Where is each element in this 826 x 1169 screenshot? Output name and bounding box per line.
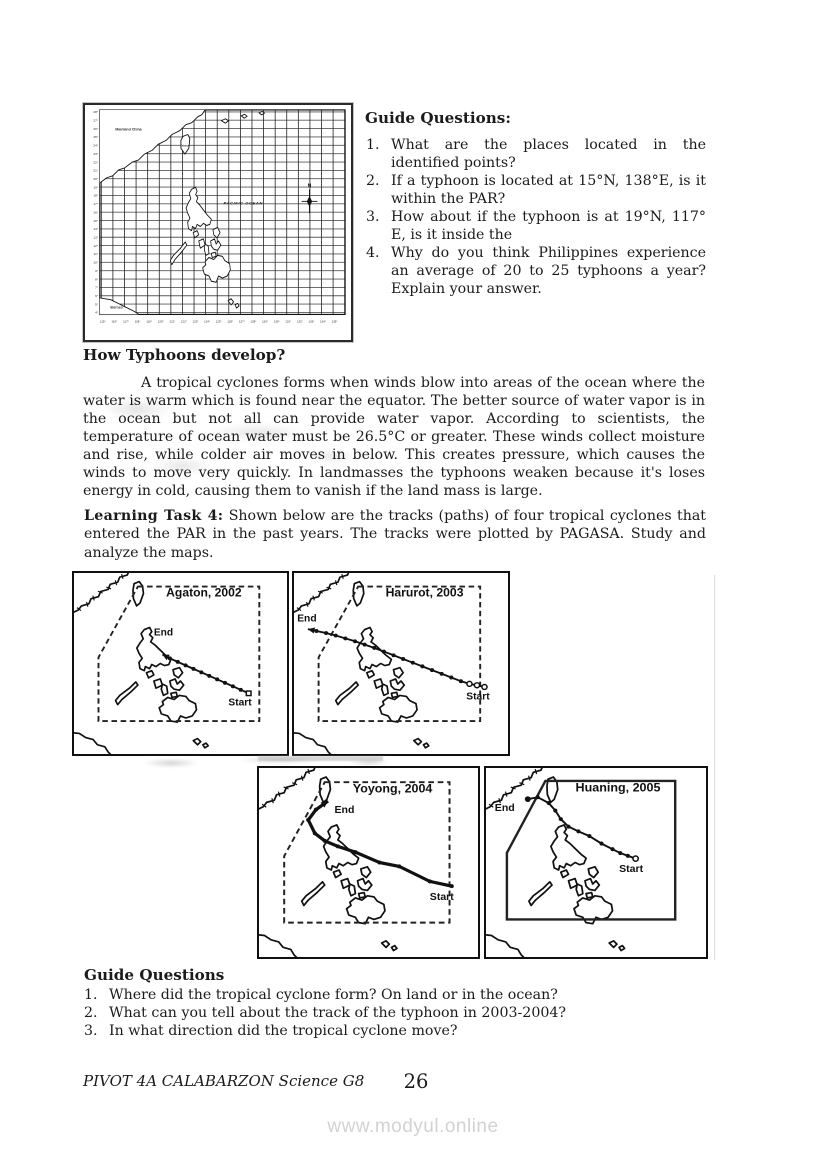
learning-task-text: Shown below are the tracks (paths) of four tropical cyclones that entered the PAR in the past years. The tracks were plotted by PAGASA. Study and analyze the maps.: [84, 508, 706, 561]
lat-tick-label: 16°: [93, 210, 99, 215]
map-title: Yoyong, 2004: [352, 781, 433, 796]
track-map-huaning: [486, 768, 706, 957]
lat-tick-label: 10°: [93, 260, 99, 265]
track-point: [440, 672, 444, 676]
lon-tick-label: 127°: [238, 319, 245, 324]
track-point: [199, 670, 203, 674]
question-item: [366, 244, 706, 298]
lat-tick-label: 13°: [93, 235, 99, 240]
track-point: [401, 657, 405, 661]
lat-tick-label: 27°: [93, 118, 99, 123]
track-point: [559, 817, 563, 821]
track-map-yoyong: [259, 768, 478, 957]
lat-tick-label: 25°: [93, 135, 99, 140]
lat-tick-label: 23°: [93, 151, 99, 156]
lon-tick-label: 119°: [146, 319, 153, 324]
lon-tick-label: 135°: [331, 319, 338, 324]
lon-tick-label: 115°: [99, 319, 106, 324]
question-text: Where did the tropical cyclone form? On land or in the ocean?: [109, 987, 558, 1003]
track-point: [353, 639, 357, 643]
guide-questions-bottom-list: [84, 986, 664, 1040]
section-heading: How Typhoons develop?: [83, 346, 286, 364]
lon-tick-label: 124°: [204, 319, 211, 324]
lat-tick-label: 5°: [95, 302, 99, 307]
track-point: [323, 839, 327, 843]
track-point: [547, 801, 551, 805]
track-point: [353, 850, 357, 854]
track-point: [610, 847, 614, 851]
body-paragraph: A tropical cyclones forms when winds blow into areas of the ocean where the water is warm which is found near the equator. The better source of water vapor is in the ocean but not all can provide water vapor. According to scientists, the temperature of ocean water must be 26.5°C or greater. These winds collect moisture and rise, while colder air moves in below. This creates pressure, which causes the winds to move very quickly. In landmasses the typhoons weaken because it's loses energy in cold, causing them to vanish if the land mass is large.: [83, 375, 705, 499]
track-end-marker: [525, 796, 531, 802]
lat-tick-label: 8°: [95, 277, 99, 282]
question-number: 3.: [84, 1023, 98, 1039]
lat-tick-label: 17°: [93, 202, 99, 207]
lon-tick-label: 116°: [111, 319, 118, 324]
lon-tick-label: 118°: [134, 319, 141, 324]
track-point: [336, 844, 340, 848]
track-point: [306, 818, 310, 822]
track-point: [372, 646, 376, 650]
track-point: [207, 674, 211, 678]
lat-tick-label: 22°: [93, 160, 99, 165]
pacific-ocean-label: PACIFIC OCEAN: [223, 200, 263, 206]
track-point: [626, 854, 630, 858]
lat-tick-label: 6°: [95, 294, 99, 299]
lat-tick-label: 12°: [93, 243, 99, 248]
track-point: [450, 884, 454, 888]
track-point: [536, 795, 540, 799]
track-point: [599, 842, 603, 846]
track-point: [430, 668, 434, 672]
mainland-china-label: Mainland China: [115, 127, 142, 132]
lon-tick-label: 134°: [320, 319, 326, 324]
borneo-label: Borneo: [110, 305, 123, 310]
question-item: [366, 136, 706, 172]
par-grid-map-figure: [83, 103, 353, 342]
track-start-marker: [246, 691, 251, 696]
lon-tick-label: 129°: [262, 319, 269, 324]
lon-tick-label: 128°: [250, 319, 257, 324]
track-map-yoyong-figure: [257, 766, 480, 959]
start-label: Start: [619, 864, 644, 876]
learning-task-paragraph: [84, 507, 706, 562]
question-item: [84, 1022, 664, 1040]
guide-questions-bottom-title: Guide Questions: [84, 966, 225, 984]
question-text: How about if the typhoon is at 19°N, 117° E, is it inside the: [391, 209, 706, 243]
lat-tick-label: 11°: [93, 252, 99, 257]
guide-questions-top-title: Guide Questions:: [365, 109, 511, 127]
map-title: Agaton, 2002: [166, 585, 242, 600]
end-label: End: [494, 803, 515, 814]
track-map-huaning-figure: [484, 766, 708, 959]
question-text: What can you tell about the track of the typhoon in 2003-2004?: [109, 1005, 567, 1021]
track-map-harurot-figure: [292, 571, 510, 756]
question-text: What are the places located in the identified points?: [391, 137, 706, 171]
compass-n-label: N: [307, 183, 312, 190]
site-watermark: www.modyul.online: [327, 1116, 499, 1137]
track-point: [391, 653, 395, 657]
question-item: [366, 172, 706, 208]
track-point: [566, 825, 570, 829]
lat-tick-label: 7°: [95, 285, 99, 290]
start-label: Start: [466, 691, 490, 703]
lon-tick-label: 126°: [227, 319, 234, 324]
track-point: [420, 664, 424, 668]
track-map-agaton-figure: [72, 571, 289, 756]
lon-tick-label: 132°: [296, 319, 303, 324]
lon-tick-label: 130°: [273, 319, 280, 324]
question-number: 1.: [84, 987, 98, 1003]
track-open-marker: [482, 684, 487, 689]
lon-tick-label: 131°: [285, 319, 292, 324]
scan-line-artifact: [714, 575, 715, 960]
question-number: 3.: [366, 209, 380, 225]
question-number: 2.: [366, 173, 380, 189]
track-point: [184, 663, 188, 667]
lat-tick-label: 15°: [93, 218, 99, 223]
track-point: [587, 834, 591, 838]
guide-questions-top-list: [366, 136, 706, 298]
track-point: [324, 631, 328, 635]
lat-tick-label: 18°: [93, 193, 99, 198]
lat-tick-label: 24°: [93, 143, 99, 148]
track-point: [314, 629, 318, 633]
track-point: [363, 643, 367, 647]
track-point: [314, 808, 318, 812]
start-label: Start: [429, 892, 454, 904]
track-point: [553, 808, 557, 812]
track-point: [382, 650, 386, 654]
track-map-harurot: [294, 573, 508, 754]
track-map-agaton: [74, 573, 287, 754]
track-open-marker: [633, 856, 638, 861]
lat-tick-label: 14°: [93, 227, 99, 232]
question-item: [366, 208, 706, 244]
track-point: [428, 879, 432, 883]
lon-tick-label: 133°: [308, 319, 315, 324]
track-point: [223, 681, 227, 685]
lat-tick-label: 26°: [93, 126, 99, 131]
page-number: 26: [403, 1070, 429, 1093]
footer-text: PIVOT 4A CALABARZON Science G8: [83, 1072, 365, 1090]
lat-tick-label: 28°: [93, 110, 99, 115]
track-point: [459, 679, 463, 683]
track-point: [411, 661, 415, 665]
end-label: End: [334, 805, 355, 817]
lat-tick-label: 9°: [95, 268, 99, 273]
end-label: End: [297, 613, 317, 625]
lon-tick-label: 117°: [123, 319, 129, 324]
par-grid-map: [85, 105, 351, 340]
lat-tick-label: 4°: [95, 310, 99, 315]
lon-tick-label: 121°: [169, 319, 176, 324]
track-point: [191, 667, 195, 671]
track-point: [576, 829, 580, 833]
question-item: [84, 986, 664, 1004]
question-number: 1.: [366, 137, 380, 153]
lon-tick-label: 125°: [215, 319, 222, 324]
lon-tick-label: 122°: [180, 319, 187, 324]
question-number: 2.: [84, 1005, 98, 1021]
track-point: [215, 677, 219, 681]
lat-tick-label: 21°: [93, 168, 99, 173]
track-point: [239, 688, 243, 692]
track-open-marker: [467, 681, 472, 686]
end-label: End: [153, 627, 174, 639]
track-point: [397, 864, 401, 868]
track-point: [343, 636, 347, 640]
track-point: [449, 676, 453, 680]
scan-smudge: [258, 756, 383, 761]
map-title: Harurot, 2003: [385, 585, 464, 600]
lon-tick-label: 120°: [157, 319, 164, 324]
lat-tick-label: 19°: [93, 185, 99, 190]
map-title: Huaning, 2005: [575, 780, 661, 795]
lat-tick-label: 20°: [93, 177, 99, 182]
question-number: 4.: [366, 245, 380, 261]
track-point: [618, 851, 622, 855]
question-text: If a typhoon is located at 15°N, 138°E, is it within the PAR?: [391, 173, 706, 207]
question-item: [84, 1004, 664, 1022]
track-point: [313, 831, 317, 835]
track-point: [377, 860, 381, 864]
lon-tick-label: 123°: [192, 319, 199, 324]
track-point: [231, 684, 235, 688]
track-point: [334, 634, 338, 638]
taiwan-label: Taiwan: [180, 144, 190, 148]
track-open-marker: [474, 683, 479, 688]
track-point: [176, 660, 180, 664]
learning-task-label: Learning Task 4:: [84, 508, 224, 524]
question-text: Why do you think Philippines experience an average of 20 to 25 typhoons a year? Explain your answer.: [391, 245, 706, 297]
start-label: Start: [228, 697, 252, 709]
question-text: In what direction did the tropical cyclone move?: [109, 1023, 458, 1039]
